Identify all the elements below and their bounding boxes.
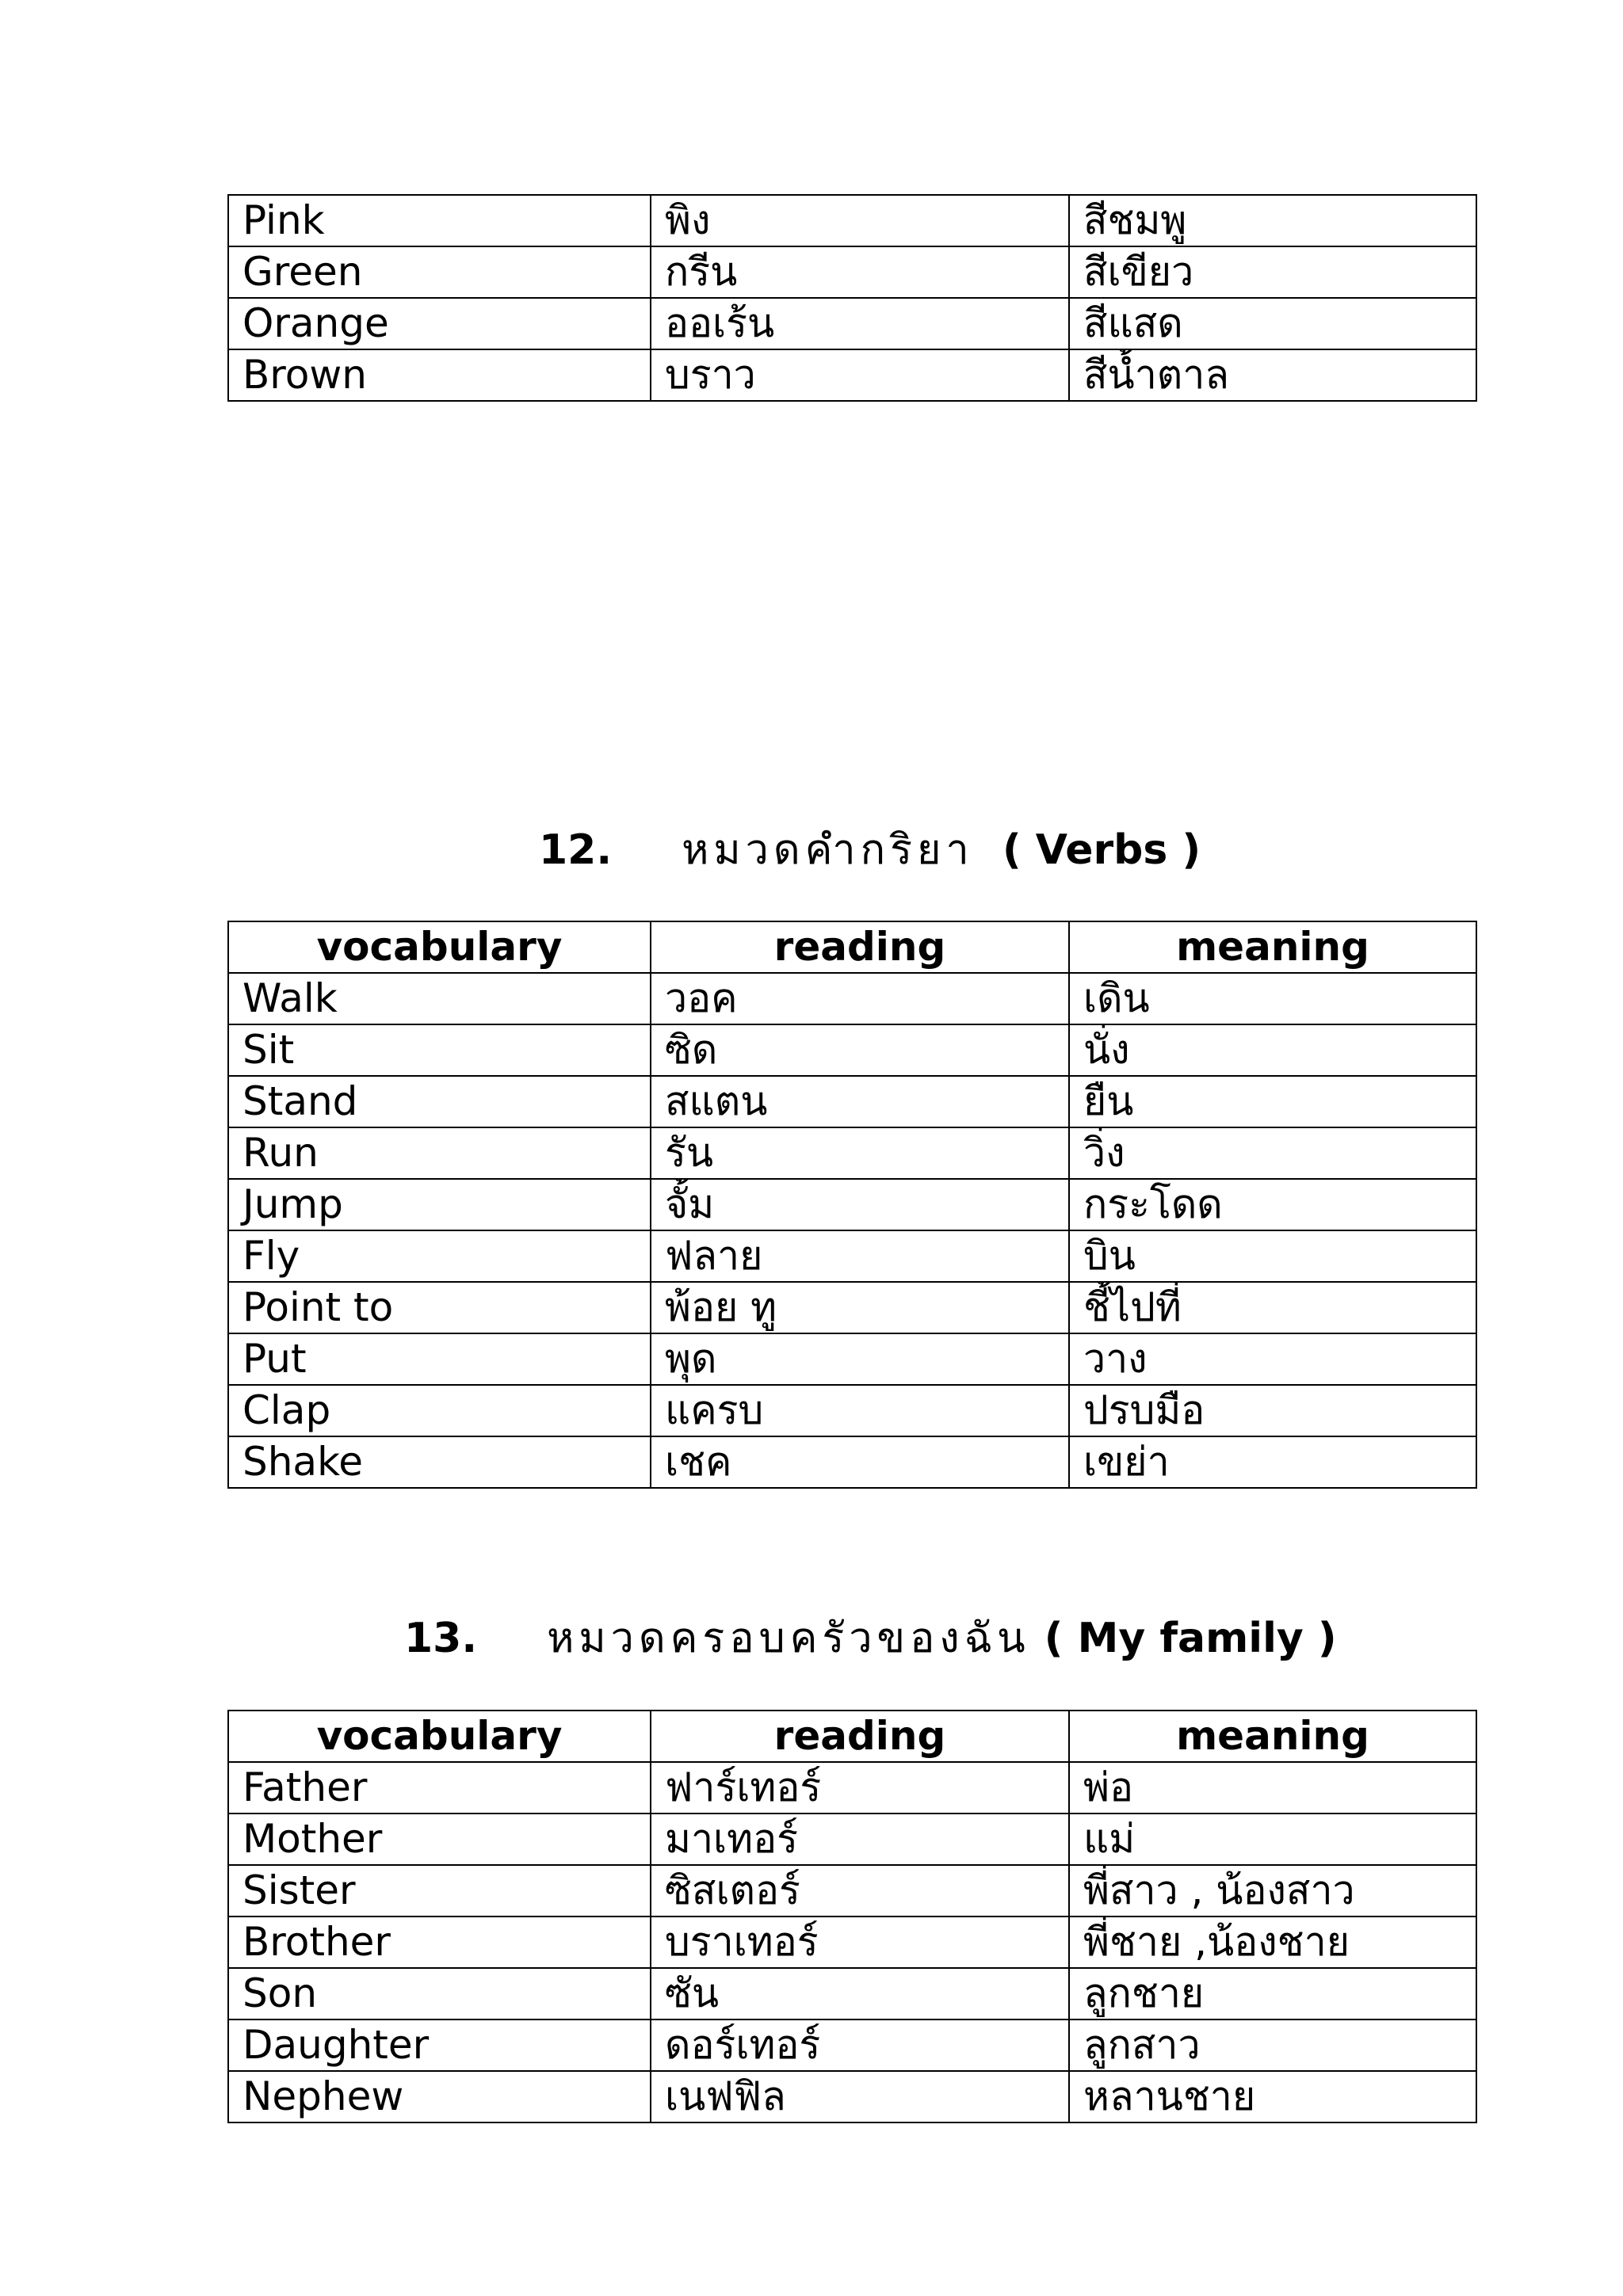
- section-number: 12.: [539, 826, 613, 874]
- table-header: [228, 1711, 1476, 1762]
- vocabulary-cell: Fly: [228, 1230, 651, 1282]
- table-row: [228, 349, 1476, 401]
- vocabulary-cell: Shake: [228, 1436, 651, 1488]
- column-header-meaning: meaning: [1069, 921, 1476, 973]
- vocabulary-cell: Daughter: [228, 2019, 651, 2071]
- reading-cell: วอค: [651, 973, 1069, 1024]
- meaning-cell: วิ่ง: [1069, 1127, 1476, 1179]
- meaning-cell: วาง: [1069, 1333, 1476, 1385]
- column-header-reading: reading: [651, 921, 1069, 973]
- section-12-heading: [539, 816, 1201, 882]
- table-row: [228, 298, 1476, 349]
- table-row: [228, 1814, 1476, 1865]
- vocabulary-cell: Stand: [228, 1076, 651, 1127]
- reading-cell: แครบ: [651, 1385, 1069, 1436]
- reading-cell: ฟาร์เทอร์: [651, 1762, 1069, 1814]
- meaning-cell: บิน: [1069, 1230, 1476, 1282]
- reading-cell: พุด: [651, 1333, 1069, 1385]
- section-title-thai: หมวดคำกริยา: [682, 826, 974, 874]
- vocabulary-cell: Sit: [228, 1024, 651, 1076]
- reading-cell: บราว: [651, 349, 1069, 401]
- reading-cell: บราเทอร์: [651, 1917, 1069, 1968]
- meaning-cell: แม่: [1069, 1814, 1476, 1865]
- vocabulary-cell: Point to: [228, 1282, 651, 1333]
- vocabulary-cell: Nephew: [228, 2071, 651, 2122]
- table-row: [228, 1024, 1476, 1076]
- table-row: [228, 1076, 1476, 1127]
- column-header-reading: reading: [651, 1711, 1069, 1762]
- table-row: [228, 1333, 1476, 1385]
- reading-cell: กรีน: [651, 246, 1069, 298]
- reading-cell: รัน: [651, 1127, 1069, 1179]
- table-row: [228, 246, 1476, 298]
- reading-cell: พิง: [651, 195, 1069, 246]
- family-vocab-table: [227, 1710, 1477, 2123]
- meaning-cell: สีน้ำตาล: [1069, 349, 1476, 401]
- section-number: 13.: [404, 1615, 478, 1662]
- column-header-vocabulary: vocabulary: [228, 1711, 651, 1762]
- meaning-cell: หลานชาย: [1069, 2071, 1476, 2122]
- table-row: [228, 973, 1476, 1024]
- reading-cell: เชค: [651, 1436, 1069, 1488]
- reading-cell: ดอร์เทอร์: [651, 2019, 1069, 2071]
- section-title-en: ( Verbs ): [1002, 826, 1201, 874]
- table-row: [228, 1282, 1476, 1333]
- vocabulary-cell: Father: [228, 1762, 651, 1814]
- table-row: [228, 1230, 1476, 1282]
- table-row: [228, 1436, 1476, 1488]
- colors-vocab-table: [227, 194, 1477, 402]
- table-row: [228, 1762, 1476, 1814]
- meaning-cell: ชี้ไปที่: [1069, 1282, 1476, 1333]
- section-13-heading: [404, 1604, 1337, 1670]
- vocabulary-cell: Jump: [228, 1179, 651, 1230]
- meaning-cell: สีแสด: [1069, 298, 1476, 349]
- vocabulary-cell: Son: [228, 1968, 651, 2019]
- meaning-cell: ลูกชาย: [1069, 1968, 1476, 2019]
- vocabulary-cell: Pink: [228, 195, 651, 246]
- verbs-vocab-table: [227, 921, 1477, 1489]
- meaning-cell: พี่สาว , น้องสาว: [1069, 1865, 1476, 1917]
- reading-cell: มาเทอร์: [651, 1814, 1069, 1865]
- meaning-cell: สีชมพู: [1069, 195, 1476, 246]
- meaning-cell: เขย่า: [1069, 1436, 1476, 1488]
- table-row: [228, 2071, 1476, 2122]
- table-header: [228, 921, 1476, 973]
- reading-cell: ซัน: [651, 1968, 1069, 2019]
- reading-cell: ซิด: [651, 1024, 1069, 1076]
- reading-cell: ซิสเตอร์: [651, 1865, 1069, 1917]
- reading-cell: เนฟฟิล: [651, 2071, 1069, 2122]
- reading-cell: จั้ม: [651, 1179, 1069, 1230]
- vocabulary-cell: Walk: [228, 973, 651, 1024]
- vocabulary-cell: Brother: [228, 1917, 651, 1968]
- table-row: [228, 2019, 1476, 2071]
- meaning-cell: ปรบมือ: [1069, 1385, 1476, 1436]
- vocabulary-cell: Orange: [228, 298, 651, 349]
- meaning-cell: เดิน: [1069, 973, 1476, 1024]
- table-row: [228, 1179, 1476, 1230]
- colors-table-body: [228, 195, 1476, 401]
- vocabulary-cell: Put: [228, 1333, 651, 1385]
- verbs-table-body: [228, 973, 1476, 1488]
- table-row: [228, 1385, 1476, 1436]
- table-row: [228, 1127, 1476, 1179]
- table-row: [228, 1917, 1476, 1968]
- meaning-cell: พ่อ: [1069, 1762, 1476, 1814]
- vocabulary-cell: Run: [228, 1127, 651, 1179]
- section-title-en: ( My family ): [1044, 1615, 1337, 1662]
- reading-cell: สแตน: [651, 1076, 1069, 1127]
- table-row: [228, 195, 1476, 246]
- vocabulary-cell: Brown: [228, 349, 651, 401]
- table-row: [228, 1865, 1476, 1917]
- vocabulary-cell: Mother: [228, 1814, 651, 1865]
- table-row: [228, 1968, 1476, 2019]
- vocabulary-cell: Clap: [228, 1385, 651, 1436]
- meaning-cell: นั่ง: [1069, 1024, 1476, 1076]
- vocabulary-cell: Sister: [228, 1865, 651, 1917]
- reading-cell: พ้อย ทู: [651, 1282, 1069, 1333]
- reading-cell: ฟลาย: [651, 1230, 1069, 1282]
- meaning-cell: ยืน: [1069, 1076, 1476, 1127]
- meaning-cell: ลูกสาว: [1069, 2019, 1476, 2071]
- family-table-body: [228, 1762, 1476, 2122]
- section-title-thai: หมวดครอบครัวของฉัน: [547, 1615, 1030, 1662]
- meaning-cell: พี่ชาย ,น้องชาย: [1069, 1917, 1476, 1968]
- vocabulary-cell: Green: [228, 246, 651, 298]
- column-header-vocabulary: vocabulary: [228, 921, 651, 973]
- column-header-meaning: meaning: [1069, 1711, 1476, 1762]
- meaning-cell: สีเขียว: [1069, 246, 1476, 298]
- reading-cell: ออเร้น: [651, 298, 1069, 349]
- meaning-cell: กระโดด: [1069, 1179, 1476, 1230]
